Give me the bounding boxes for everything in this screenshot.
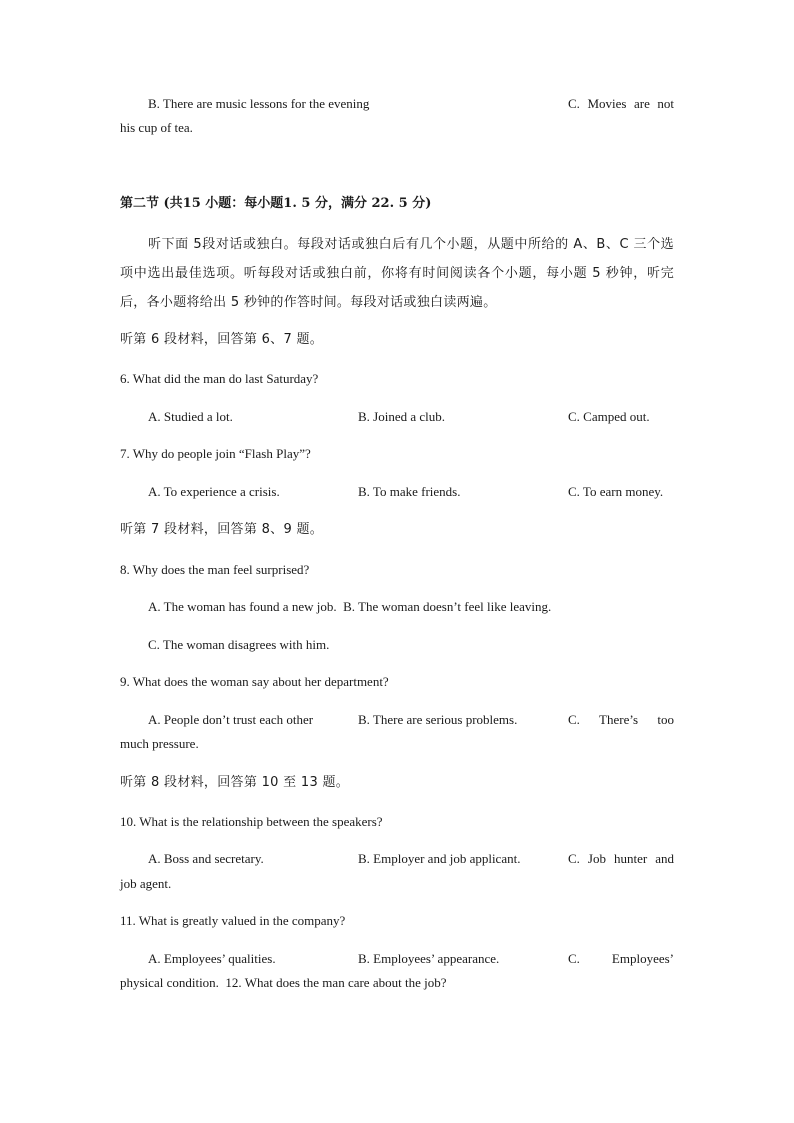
q9-option-b: B. There are serious problems.	[358, 712, 518, 727]
q7-options	[120, 480, 674, 504]
q9-stem: 9. What does the woman say about her department?	[120, 674, 389, 689]
q5-option-c-end: his cup of tea.	[120, 120, 193, 135]
q9-option-a: A. People don’t trust each other	[148, 712, 314, 727]
q10-option-c-end: job agent.	[120, 876, 172, 891]
q6-option-a: A. Studied a lot.	[148, 409, 233, 424]
q9-option-c-start: C. There’s too	[568, 712, 674, 727]
q10-options	[120, 847, 674, 871]
q11-option-a: A. Employees’ qualities.	[148, 951, 276, 966]
q11-option-b: B. Employees’ appearance.	[358, 951, 500, 966]
section-instructions: 听下面 5段对话或独白。每段对话或独白后有几个小题，从题中所给的 A、B、C 三个选项中选出最佳选项。听每段对话或独白前，你将有时间阅读各个小题，每小题 5 秒钟，听完后，各小题将给出 5 秒钟的作答时间。每段对话或独白读两遍。	[120, 237, 674, 310]
q11-option-c-end-and-q12-stem: physical condition. 12. What does the man care about the job?	[120, 975, 447, 990]
q11-option-c-start: C. Employees’	[568, 951, 674, 966]
group-label-8: 听第 8 段材料，回答第 10 至 13 题。	[120, 775, 350, 790]
q9-option-c-end: much pressure.	[120, 736, 199, 751]
q10-stem: 10. What is the relationship between the speakers?	[120, 814, 383, 829]
q10-option-b: B. Employer and job applicant.	[358, 851, 521, 866]
q7-option-b: B. To make friends.	[358, 484, 461, 499]
q6-option-b: B. Joined a club.	[358, 409, 446, 424]
q8-option-c: C. The woman disagrees with him.	[148, 637, 330, 652]
q10-option-a: A. Boss and secretary.	[148, 851, 264, 866]
section-heading: 第二节 (共15 小题：每小题1. 5 分，满分 22. 5 分)	[120, 196, 432, 211]
group-label-7: 听第 7 段材料，回答第 8、9 题。	[120, 522, 324, 537]
q6-option-c: C. Camped out.	[568, 409, 650, 424]
q5-option-b: B. There are music lessons for the evening	[148, 96, 370, 111]
q5-option-c-start: C. Movies are not	[568, 96, 674, 111]
q8-stem: 8. Why does the man feel surprised?	[120, 562, 310, 577]
q7-option-c: C. To earn money.	[568, 484, 664, 499]
q8-options-ab: A. The woman has found a new job. B. The woman doesn’t feel like leaving.	[148, 599, 552, 614]
q7-option-a: A. To experience a crisis.	[148, 484, 280, 499]
q7-stem: 7. Why do people join “Flash Play”?	[120, 446, 311, 461]
q10-option-c-start: C. Job hunter and	[568, 851, 674, 866]
q9-options	[120, 708, 674, 732]
q5-options-line	[120, 92, 674, 116]
q11-options	[120, 947, 674, 971]
q6-options	[120, 405, 674, 429]
group-label-6: 听第 6 段材料，回答第 6、7 题。	[120, 332, 324, 347]
q11-stem: 11. What is greatly valued in the company?	[120, 913, 346, 928]
q6-stem: 6. What did the man do last Saturday?	[120, 371, 319, 386]
